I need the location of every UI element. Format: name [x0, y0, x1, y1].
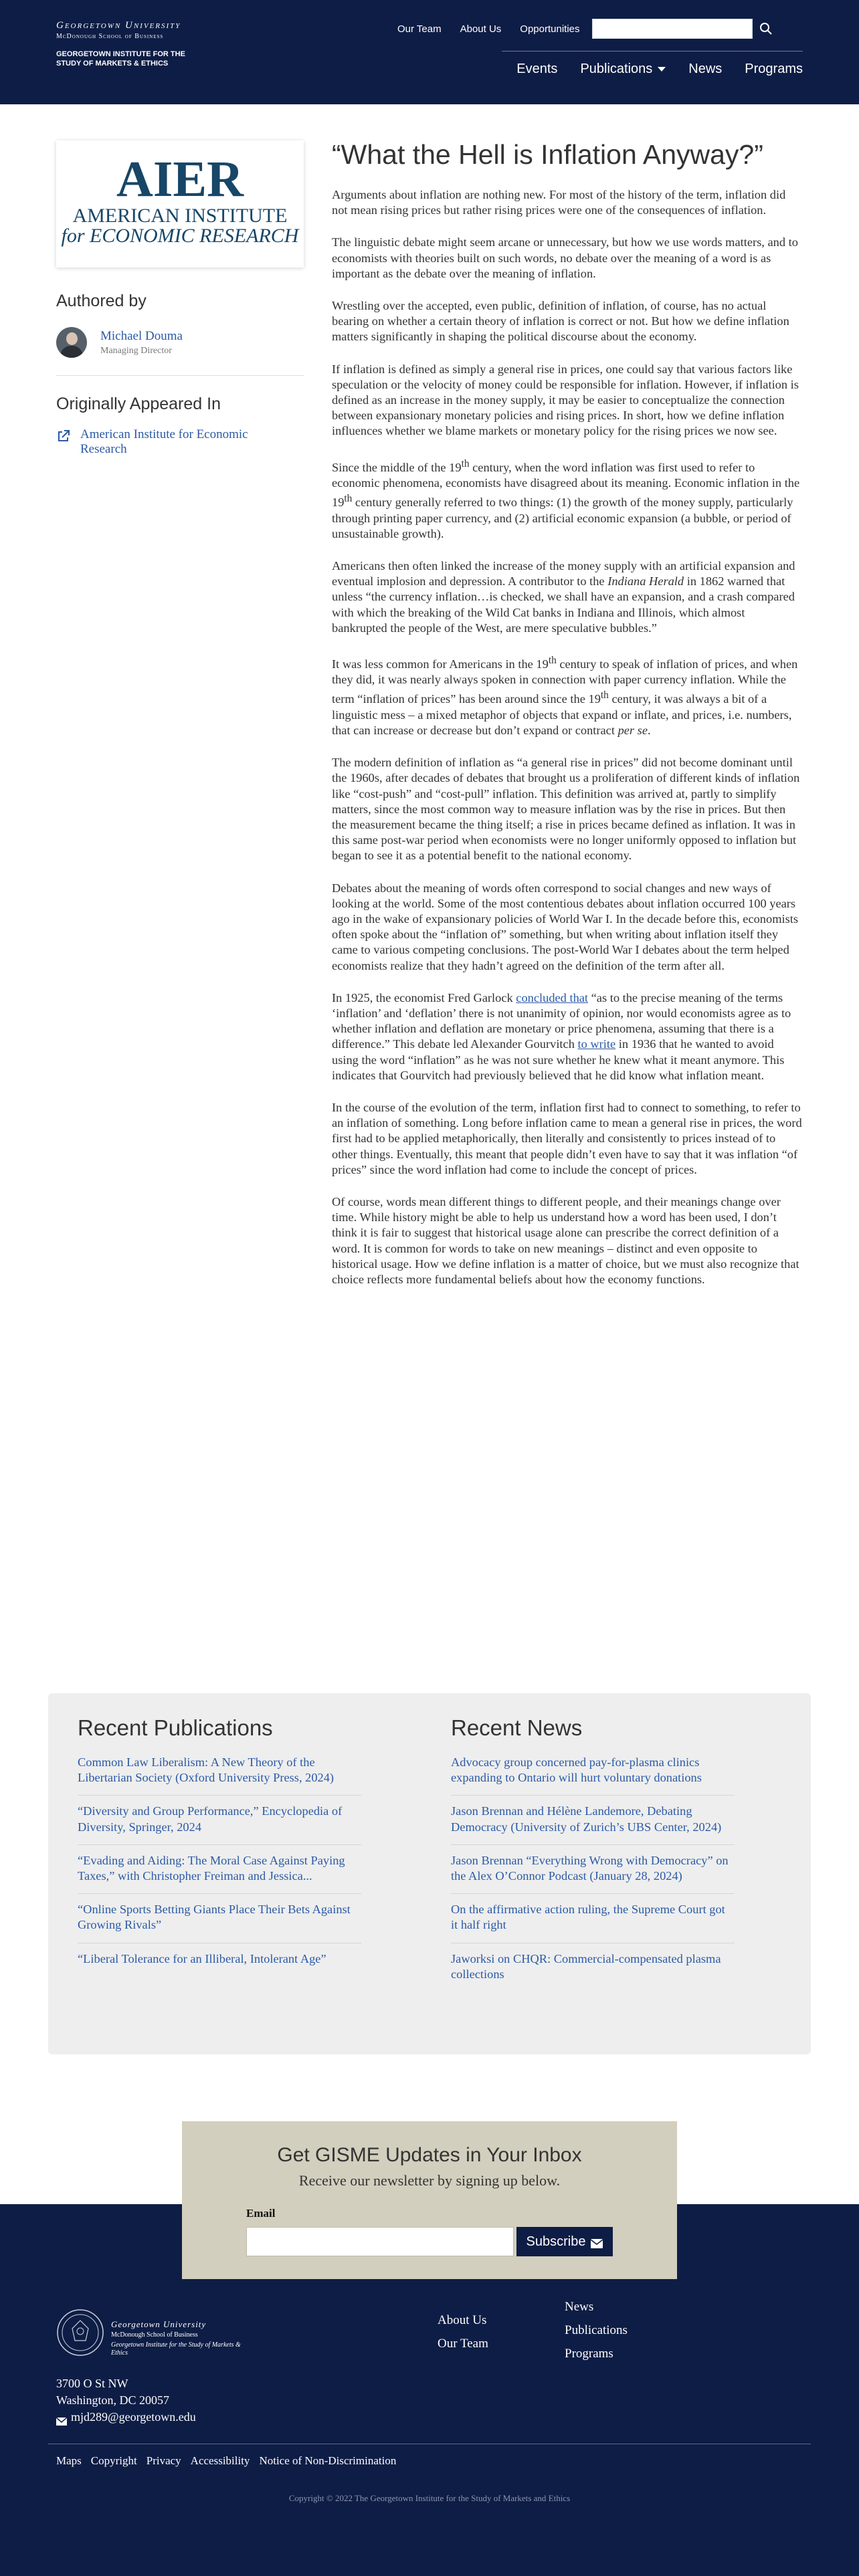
- recent-publications: [78, 1715, 361, 1976]
- author-role: Managing Director: [100, 345, 172, 356]
- footer-email: mjd289@georgetown.edu: [71, 2410, 196, 2424]
- article-paragraph-11: In the course of the evolution of the term, inflation first had to connect to something, to refer to an inflation of something. Long before inflation came to mean a general rise in prices, the word first had to be applied metaphorically, then literally and consistently to prices instead of to other things. Eventually, this meant that people didn’t even have to say that it was inflation “of prices” since the word inflation had come to include the concept of prices.: [332, 1101, 802, 1176]
- source-logo-acronym: AIER: [116, 151, 244, 207]
- external-link-icon: [56, 429, 71, 443]
- original-source-link[interactable]: [56, 427, 304, 457]
- news-item[interactable]: Jason Brennan “Everything Wrong with Democracy” on the Alex O’Connor Podcast (January 28, 2024): [451, 1845, 735, 1894]
- subscribe-button-label: Subscribe: [526, 2234, 586, 2249]
- footer-links-col-2: [565, 2295, 628, 2365]
- article-paragraph-1: Arguments about inflation are nothing new. For most of the history of the term, inflation did not mean rising prices but rather rising prices were one of the consequences of inflation.: [332, 188, 786, 217]
- nav-news[interactable]: News: [688, 62, 723, 76]
- sidebar-divider: [56, 375, 304, 376]
- newsletter-heading: Get GISME Updates in Your Inbox: [277, 2144, 582, 2166]
- email-label: Email: [246, 2207, 276, 2220]
- news-item[interactable]: Advocacy group concerned pay-for-plasma clinics expanding to Ontario will hurt voluntary donations: [451, 1747, 735, 1796]
- university-seal-icon: [56, 2309, 104, 2357]
- article-paragraph-3: Wrestling over the accepted, even public, definition of inflation, of course, has no actual bearing on whether a certain theory of inflation is correct or not. But how we define inflation matters significantly in shaping the political discourse about the economy.: [332, 299, 789, 344]
- news-item[interactable]: On the affirmative action ruling, the Supreme Court got it half right: [451, 1894, 735, 1943]
- search-input[interactable]: [592, 19, 753, 39]
- copyright-text: Copyright © 2022 The Georgetown Institute for the Study of Markets and Ethics: [288, 2493, 571, 2503]
- news-item[interactable]: Jason Brennan and Hélène Landemore, Debating Democracy (University of Zurich’s UBS Center, 2024): [451, 1796, 735, 1844]
- logo-university-name: Georgetown University: [56, 20, 181, 31]
- nav-publications[interactable]: [580, 62, 666, 77]
- footer-programs[interactable]: Programs: [565, 2347, 613, 2361]
- article-title: “What the Hell is Inflation Anyway?”: [332, 139, 763, 170]
- logo-institute-name: GEORGETOWN INSTITUTE FOR THE STUDY OF MARKETS & ETHICS: [56, 50, 185, 68]
- email-field[interactable]: [246, 2227, 514, 2256]
- originally-appeared-heading: Originally Appeared In: [56, 395, 221, 413]
- subscribe-button[interactable]: [516, 2227, 613, 2256]
- search-icon[interactable]: [759, 22, 773, 35]
- footer-links-col-1: [438, 2309, 488, 2355]
- news-item[interactable]: Jaworksi on CHQR: Commercial-compensated plasma collections: [451, 1951, 721, 1981]
- article-paragraph-12: Of course, words mean different things to different people, and their meanings change over time. While history might be able to help us understand how a word has been used, I don’t think it is fair to suggest that historical usage alone can prescribe the correct definition of a word. It is common for words to take on new meanings – distinct and even opposite to historical usage. How we define inflation is a matter of choice, but we must also recognize that choice reflects more fundamental beliefs about how the economy functions.: [332, 1195, 799, 1287]
- footer-link-maps[interactable]: Maps: [56, 2454, 82, 2467]
- utility-nav: [397, 19, 773, 39]
- to-write-link[interactable]: to write: [577, 1037, 616, 1051]
- avatar: [56, 327, 87, 358]
- author-name-link[interactable]: Michael Douma: [100, 328, 183, 343]
- publication-item[interactable]: “Online Sports Betting Giants Place Their Bets Against Growing Rivals”: [78, 1894, 361, 1943]
- recent-news: [451, 1715, 735, 1992]
- article-paragraph-6: Americans then often linked the increase of the money supply with an artificial expansion and eventual implosion and depression. A contributor to the Indiana Herald in 1862 warned that unless “the currency inflation…is checked, we shall have an expansion, and a crash compared with which the breaking of the Wild Cat banks in Indiana and Illinois, which almost bankrupted the people of the West, are mere speculative bubbles.”: [332, 558, 795, 635]
- site-header: [0, 0, 859, 104]
- nav-events[interactable]: Events: [516, 62, 558, 76]
- nav-publications-label: Publications: [580, 62, 653, 76]
- article-paragraph-8: The modern definition of inflation as “a general rise in prices” did not become dominant until the 1960s, after decades of debates that brought us a proliferation of different kinds of inflation like “cost-push” and “cost-pull” inflation. This definition was arrived at, partly to simplify matters, since the most common way to measure inflation was by the rise in prices. But then the measurement became the thing itself; a rise in prices became defined as inflation. It was in this same post-war period when economists were no longer uniformly opposed to inflation but began to see it as a potential benefit to the national economy.: [332, 756, 800, 863]
- footer-about-us[interactable]: About Us: [438, 2313, 487, 2327]
- publication-item[interactable]: “Evading and Aiding: The Moral Case Against Paying Taxes,” with Christopher Freiman and Jessica...: [78, 1845, 361, 1894]
- recent-section: [48, 1693, 811, 2054]
- logo-school-name: McDonough School of Business: [56, 33, 164, 40]
- footer-link-non-discrimination[interactable]: Notice of Non-Discrimination: [259, 2454, 397, 2467]
- main-nav: [494, 62, 803, 77]
- address-line-1: 3700 O St NW: [56, 2377, 128, 2390]
- nav-about-us[interactable]: About Us: [460, 23, 502, 35]
- footer-address: [56, 2375, 196, 2426]
- footer-publications[interactable]: Publications: [565, 2323, 628, 2337]
- article-body: [332, 138, 803, 1287]
- article-paragraph-9: Debates about the meaning of words often correspond to social changes and new ways of looking at the world. Some of the most contentious debates about inflation occurred 100 years ago in the wake of expansionary policies of World War I. In the decade before this, economists often spoke about the “inflation of” something, but when writing about inflation itself they came to various competing conclusions. The post-World War I debates about the term helped economists realize that they hadn’t agreed on the definition of the term after all.: [332, 881, 799, 972]
- footer-email-link[interactable]: [56, 2409, 196, 2426]
- footer-logo-university: Georgetown University: [111, 2319, 207, 2329]
- source-logo-line2: for ECONOMIC RESEARCH: [61, 225, 299, 247]
- article-paragraph-10: In 1925, the economist Fred Garlock concluded that “as to the precise meaning of the terms ‘inflation’ and ‘deflation’ there is not unanimity of opinion, nor would economists agree as to whether inflation and deflation are monetary or price phenomena, assuming that there is a difference.” This debate led Alexander Gourvitch to write in 1936 that he wanted to avoid using the word “inflation” as he was not sure whether he knew what it meant anymore. This indicates that Gourvitch had previously believed that he did know what inflation meant.: [332, 990, 791, 1082]
- article-paragraph-5: Since the middle of the 19th century, when the word inflation was first used to refer to economic phenomena, economists have disagreed about its meaning. Economic inflation in the 19th century generally referred to two things: (1) the growth of the money supply, particularly through printing paper currency, and (2) artificial economic expansion (a bubble, or period of unsustainable growth).: [332, 457, 800, 540]
- article-paragraph-2: The linguistic debate might seem arcane or unnecessary, but how we use words matters, and to economists with theories built on such words, no debate over the meaning of a word is as important as the debate over the meaning of inflation.: [332, 235, 798, 280]
- publication-item[interactable]: “Diversity and Group Performance,” Encyclopedia of Diversity, Springer, 2024: [78, 1796, 361, 1844]
- concluded-that-link[interactable]: concluded that: [516, 990, 589, 1004]
- envelope-icon: [591, 2237, 603, 2246]
- publication-item[interactable]: “Liberal Tolerance for an Illiberal, Intolerant Age”: [78, 1951, 326, 1965]
- article-paragraph-4: If inflation is defined as simply a general rise in prices, one could say that various factors like speculation or the velocity of money could be responsible for inflation. However, if inflation is defined as an increase in the money supply, it may be easier to conceptualize the connection between expansionary monetary policies and rising prices. In short, how we define inflation influences whether we blame markets or monetary policy for the rising prices we now see.: [332, 362, 799, 438]
- footer-link-accessibility[interactable]: Accessibility: [190, 2454, 250, 2467]
- nav-our-team[interactable]: Our Team: [397, 23, 442, 35]
- address-line-2: Washington, DC 20057: [56, 2393, 170, 2407]
- newsletter-subheading: Receive our newsletter by signing up below.: [298, 2172, 561, 2189]
- recent-publications-heading: Recent Publications: [78, 1715, 273, 1740]
- article-sidebar: [56, 140, 304, 457]
- publication-item[interactable]: Common Law Liberalism: A New Theory of the Libertarian Society (Oxford University Press, 2024): [78, 1747, 361, 1796]
- chevron-down-icon: [658, 67, 666, 72]
- footer-logo[interactable]: [111, 2319, 245, 2357]
- mail-icon: [56, 2413, 67, 2422]
- source-logo-line1: AMERICAN INSTITUTE: [72, 205, 288, 227]
- footer-our-team[interactable]: Our Team: [438, 2337, 488, 2351]
- source-logo-card[interactable]: [56, 140, 304, 267]
- recent-news-heading: Recent News: [451, 1715, 583, 1740]
- author-card[interactable]: [56, 327, 304, 358]
- nav-opportunities[interactable]: Opportunities: [520, 23, 580, 35]
- newsletter-signup: [182, 2121, 677, 2279]
- footer-logo-institute: Georgetown Institute for the Study of Markets & Ethics: [111, 2341, 241, 2357]
- article-paragraph-7: It was less common for Americans in the 19th century to speak of inflation of prices, and when they did, it was nearly always spoken in connection with paper currency inflation. While the term “inflation of prices” has been around since the 19th century, it was always a bit of a linguistic mess – a mixed metaphor of objects that expand or inflate, and prices, i.e. numbers, that can increase or decrease but don’t expand or contract per se.: [332, 654, 798, 737]
- footer-link-privacy[interactable]: Privacy: [146, 2454, 181, 2467]
- footer-news[interactable]: News: [565, 2300, 594, 2314]
- footer-link-copyright[interactable]: Copyright: [90, 2454, 137, 2467]
- georgetown-logo[interactable]: [56, 20, 203, 68]
- authored-by-heading: Authored by: [56, 292, 147, 310]
- footer-logo-school: McDonough School of Business: [111, 2331, 198, 2339]
- footer-legal-links: [56, 2454, 405, 2468]
- original-source-label: American Institute for Economic Research: [80, 427, 248, 456]
- nav-programs[interactable]: Programs: [745, 62, 803, 76]
